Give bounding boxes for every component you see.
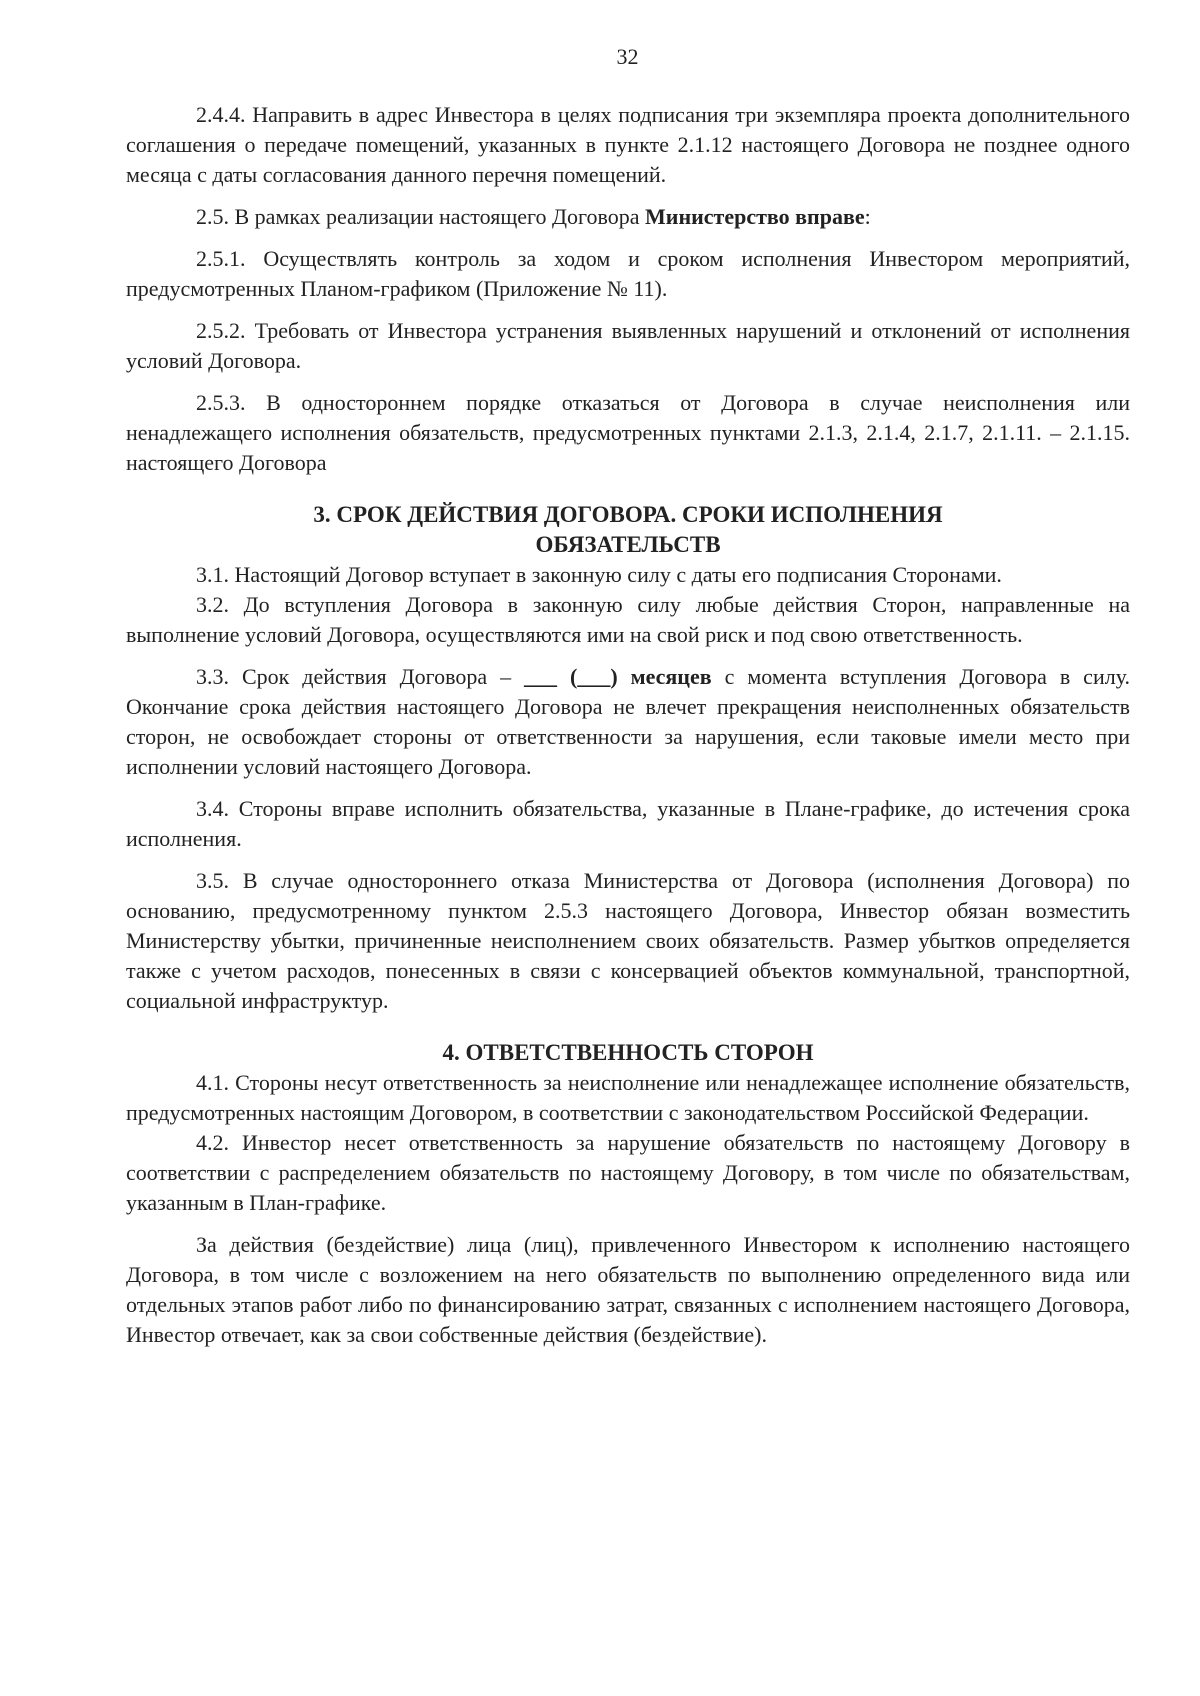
paragraph-3-3 — [126, 662, 1130, 782]
section-3-title-line-1: 3. СРОК ДЕЙСТВИЯ ДОГОВОРА. СРОКИ ИСПОЛНЕНИЯ — [313, 502, 943, 527]
paragraph-3-3-term: ___ (___) месяцев — [524, 664, 712, 689]
section-4-title: 4. ОТВЕТСТВЕННОСТЬ СТОРОН — [442, 1040, 814, 1065]
paragraph-3-5: 3.5. В случае одностороннего отказа Министерства от Договора (исполнения Договора) по основанию, предусмотренному пунктом 2.5.3 настоящего Договора, Инвестор обязан возместить Министерству убытки, причиненные неисполнением своих обязательств. Размер убытков определяется также с учетом расходов, понесенных в связи с консервацией объектов коммунальной, транспортной, социальной инфраструктур. — [126, 868, 1130, 1013]
paragraph-2-5-text: 2.5. В рамках реализации настоящего Договора — [196, 204, 645, 229]
paragraph-4-2-liability: За действия (бездействие) лица (лиц), привлеченного Инвестором к исполнению настоящего Договора, в том числе с возложением на него обязательств по выполнению определенного вида или отдельных этапов работ либо по финансированию затрат, связанных с исполнением настоящего Договора, Инвестор отвечает, как за свои собственные действия (бездействие). — [126, 1232, 1130, 1347]
paragraph-2-5-1: 2.5.1. Осуществлять контроль за ходом и сроком исполнения Инвестором мероприятий, предусмотренных Планом-графиком (Приложение № 11). — [126, 246, 1130, 301]
paragraph-2-5-2: 2.5.2. Требовать от Инвестора устранения выявленных нарушений и отклонений от исполнения условий Договора. — [126, 318, 1130, 373]
page-number: 32 — [616, 44, 639, 69]
section-4-heading — [126, 1038, 1130, 1068]
paragraph-3-4: 3.4. Стороны вправе исполнить обязательства, указанные в Плане-графике, до истечения срока исполнения. — [126, 796, 1130, 851]
paragraph-2-4-4: 2.4.4. Направить в адрес Инвестора в целях подписания три экземпляра проекта дополнительного соглашения о передаче помещений, указанных в пункте 2.1.12 настоящего Договора не позднее одного месяца с даты согласования данного перечня помещений. — [126, 102, 1130, 187]
paragraph-3-2: 3.2. До вступления Договора в законную силу любые действия Сторон, направленные на выполнение условий Договора, осуществляются ими на свой риск и под свою ответственность. — [126, 592, 1130, 647]
paragraph-2-5 — [126, 202, 1130, 232]
paragraph-3-1: 3.1. Настоящий Договор вступает в законную силу с даты его подписания Сторонами. — [196, 562, 1002, 587]
section-3-title-line-2: ОБЯЗАТЕЛЬСТВ — [535, 532, 721, 557]
paragraph-3-3-rest: с момента вступления Договора в силу. Окончание срока действия настоящего Договора не влечет прекращения неисполненных обязательств сторон, не освобождает стороны от ответственности за нарушения, если таковые имели место при исполнении условий настоящего Договора. — [126, 664, 1130, 779]
paragraph-3-3-text: 3.3. Срок действия Договора – — [196, 664, 525, 689]
paragraph-2-5-bold: Министерство вправе — [645, 204, 865, 229]
paragraph-2-5-3: 2.5.3. В одностороннем порядке отказаться от Договора в случае неисполнения или ненадлежащего исполнения обязательств, предусмотренных пунктами 2.1.3, 2.1.4, 2.1.7, 2.1.11. – 2.1.15. настоящего Договора — [126, 390, 1130, 475]
section-3-heading — [126, 500, 1130, 560]
paragraph-4-1: 4.1. Стороны несут ответственность за неисполнение или ненадлежащее исполнение обязательств, предусмотренных настоящим Договором, в соответствии с законодательством Российской Федерации. — [126, 1070, 1130, 1125]
document-body — [126, 100, 1130, 1350]
paragraph-2-5-suffix: : — [864, 204, 871, 229]
paragraph-4-2: 4.2. Инвестор несет ответственность за нарушение обязательств по настоящему Договору в соответствии с распределением обязательств по настоящему Договору, в том числе по обязательствам, указанным в План-графике. — [126, 1130, 1130, 1215]
